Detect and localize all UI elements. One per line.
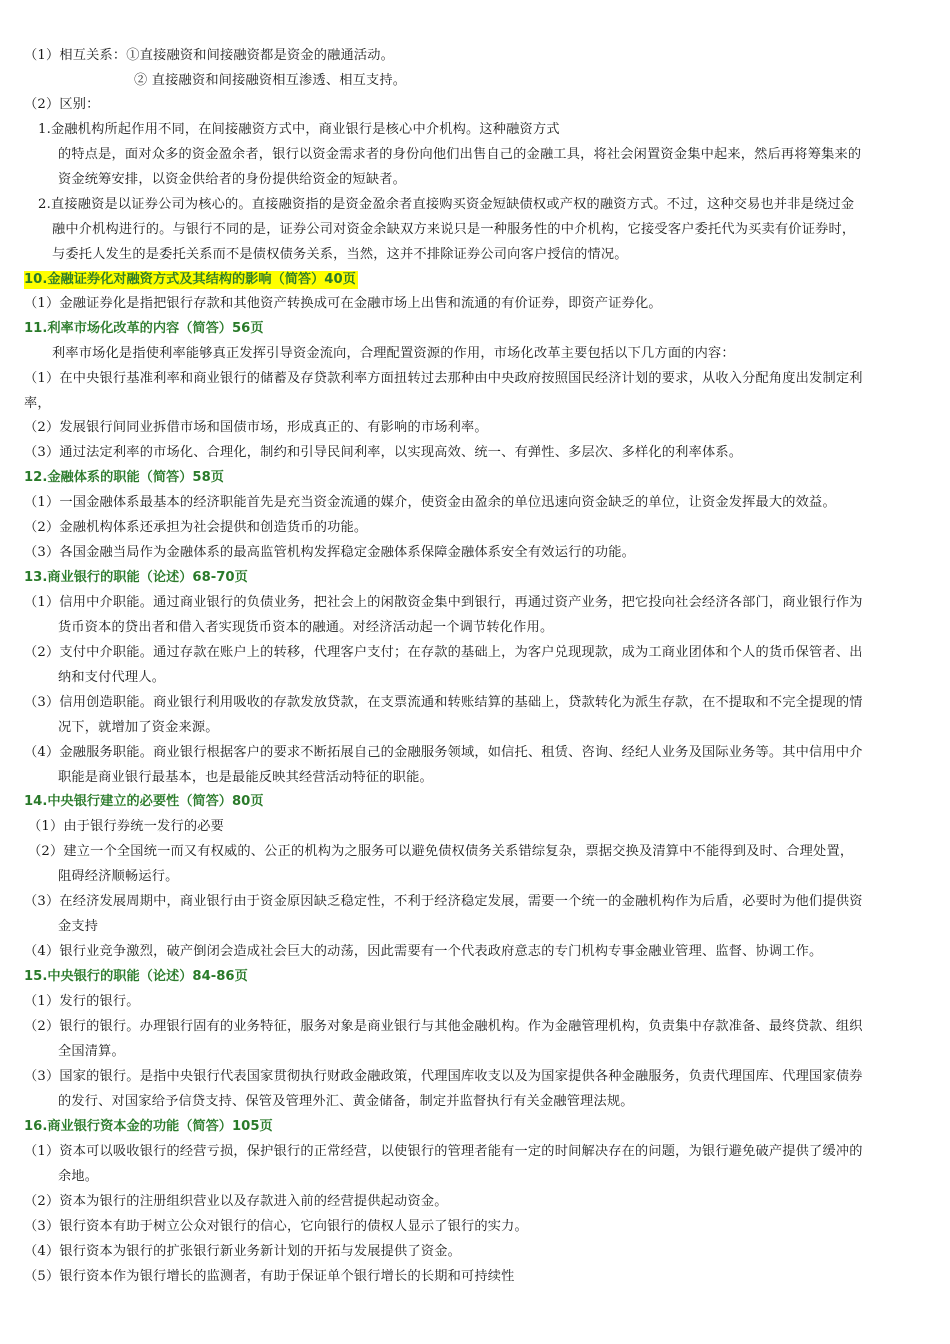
text-line: （1）资本可以吸收银行的经营亏损，保护银行的正常经营，以使银行的管理者能有一定的时间解决存在的问题，为银行避免破产提供了缓冲的 [24,1144,863,1159]
text-line: 与委托人发生的是委托关系而不是债权债务关系，当然，这并不排除证券公司向客户授信的情况。 [52,247,628,262]
text-line: 率， [24,396,51,411]
text-line: ② 直接融资和间接融资相互渗透、相互支持。 [134,73,407,88]
text-line: （2）建立一个全国统一而又有权威的、公正的机构为之服务可以避免债权债务关系错综复杂，票据交换及清算中不能得到及时、合理处置， [28,844,854,859]
text-line: （3）通过法定利率的市场化、合理化，制约和引导民间利率，以实现高效、统一、有弹性、多层次、多样化的利率体系。 [24,445,743,460]
text-line: 的特点是，面对众多的资金盈余者，银行以资金需求者的身份向他们出售自己的金融工具，将社会闲置资金集中起来，然后再将筹集来的 [58,147,862,162]
text-line: 余地。 [58,1169,99,1184]
text-line: 职能是商业银行最基本，也是最能反映其经营活动特征的职能。 [58,770,433,785]
text-line: （2）支付中介职能。通过存款在账户上的转移，代理客户支付；在存款的基础上，为客户兑现现款，成为工商业团体和个人的货币保管者、出 [24,645,863,660]
text-line: （1）由于银行券统一发行的必要 [28,819,225,834]
text-line: 全国清算。 [58,1044,125,1059]
section-heading: 11.利率市场化改革的内容（简答）56页 [24,321,264,336]
text-line: （4）金融服务职能。商业银行根据客户的要求不断拓展自己的金融服务领域，如信托、租赁、咨询、经纪人业务及国际业务等。其中信用中介 [24,745,863,760]
section-heading: 13.商业银行的职能（论述）68-70页 [24,570,248,585]
text-line: （5）银行资本作为银行增长的监测者，有助于保证单个银行增长的长期和可持续性 [24,1269,515,1284]
text-line: （3）国家的银行。是指中央银行代表国家贯彻执行财政金融政策，代理国库收支以及为国家提供各种金融服务，负责代理国库、代理国家债券 [24,1069,863,1084]
text-line: （4）银行业竞争激烈，破产倒闭会造成社会巨大的动荡，因此需要有一个代表政府意志的专门机构专事金融业管理、监督、协调工作。 [24,944,823,959]
text-line: （3）银行资本有助于树立公众对银行的信心，它向银行的债权人显示了银行的实力。 [24,1219,528,1234]
text-line: 货币资本的贷出者和借入者实现货币资本的融通。对经济活动起一个调节转化作用。 [58,620,554,635]
text-line: 况下，就增加了资金来源。 [58,720,219,735]
text-line: （3）信用创造职能。商业银行利用吸收的存款发放贷款，在支票流通和转账结算的基础上，贷款转化为派生存款，在不提取和不完全提现的情 [24,695,863,710]
text-line: 阻碍经济顺畅运行。 [58,869,179,884]
text-line: 1.金融机构所起作用不同，在间接融资方式中，商业银行是核心中介机构。这种融资方式 [38,122,560,137]
section-heading: 10.金融证券化对融资方式及其结构的影响（简答）40页 [24,272,356,287]
section-heading: 14.中央银行建立的必要性（简答）80页 [24,794,264,809]
text-line: （3）各国金融当局作为金融体系的最高监管机构发挥稳定金融体系保障金融体系安全有效运行的功能。 [24,545,636,560]
text-line: 金支持 [58,919,99,934]
section-heading: 15.中央银行的职能（论述）84-86页 [24,969,248,984]
text-line: （1）在中央银行基准利率和商业银行的储蓄及存贷款利率方面扭转过去那种由中央政府按照国民经济计划的要求，从收入分配角度出发制定利 [24,371,863,386]
text-line: （2）金融机构体系还承担为社会提供和创造货币的功能。 [24,520,368,535]
text-line: （1）发行的银行。 [24,994,140,1009]
section-heading: 16.商业银行资本金的功能（简答）105页 [24,1119,273,1134]
section-heading: 12.金融体系的职能（简答）58页 [24,470,224,485]
text-line: （1）一国金融体系最基本的经济职能首先是充当资金流通的媒介，使资金由盈余的单位迅速向资金缺乏的单位，让资金发挥最大的效益。 [24,495,836,510]
text-line: （1）金融证券化是指把银行存款和其他资产转换成可在金融市场上出售和流通的有价证券，即资产证券化。 [24,296,662,311]
text-line: （3）在经济发展周期中，商业银行由于资金原因缺乏稳定性，不利于经济稳定发展，需要一个统一的金融机构作为后盾，必要时为他们提供资 [24,894,863,909]
text-line: （1）相互关系：①直接融资和间接融资都是资金的融通活动。 [24,48,395,63]
text-line: 利率市场化是指使利率能够真正发挥引导资金流向，合理配置资源的作用，市场化改革主要包括以下几方面的内容： [52,346,735,361]
text-line: （2）资本为银行的注册组织营业以及存款进入前的经营提供起动资金。 [24,1194,448,1209]
text-line: （2）银行的银行。办理银行固有的业务特征，服务对象是商业银行与其他金融机构。作为金融管理机构，负责集中存款准备、最终贷款、组织 [24,1019,863,1034]
text-line: 的发行、对国家给予信贷支持、保管及管理外汇、黄金储备，制定并监督执行有关金融管理法规。 [58,1094,634,1109]
text-line: （2）区别： [24,97,100,112]
text-line: （1）信用中介职能。通过商业银行的负债业务，把社会上的闲散资金集中到银行，再通过资产业务，把它投向社会经济各部门，商业银行作为 [24,595,863,610]
text-line: （2）发展银行间同业拆借市场和国债市场，形成真正的、有影响的市场利率。 [24,420,488,435]
text-line: 融中介机构进行的。与银行不同的是，证券公司对资金余缺双方来说只是一种服务性的中介机构，它接受客户委托代为买卖有价证券时， [52,222,856,237]
text-line: 2.直接融资是以证券公司为核心的。直接融资指的是资金盈余者直接购买资金短缺债权或产权的融资方式。不过，这种交易也并非是绕过金 [38,197,855,212]
text-line: （4）银行资本为银行的扩张银行新业务新计划的开拓与发展提供了资金。 [24,1244,461,1259]
text-line: 资金统筹安排，以资金供给者的身份提供给资金的短缺者。 [58,172,407,187]
text-line: 纳和支付代理人。 [58,670,166,685]
